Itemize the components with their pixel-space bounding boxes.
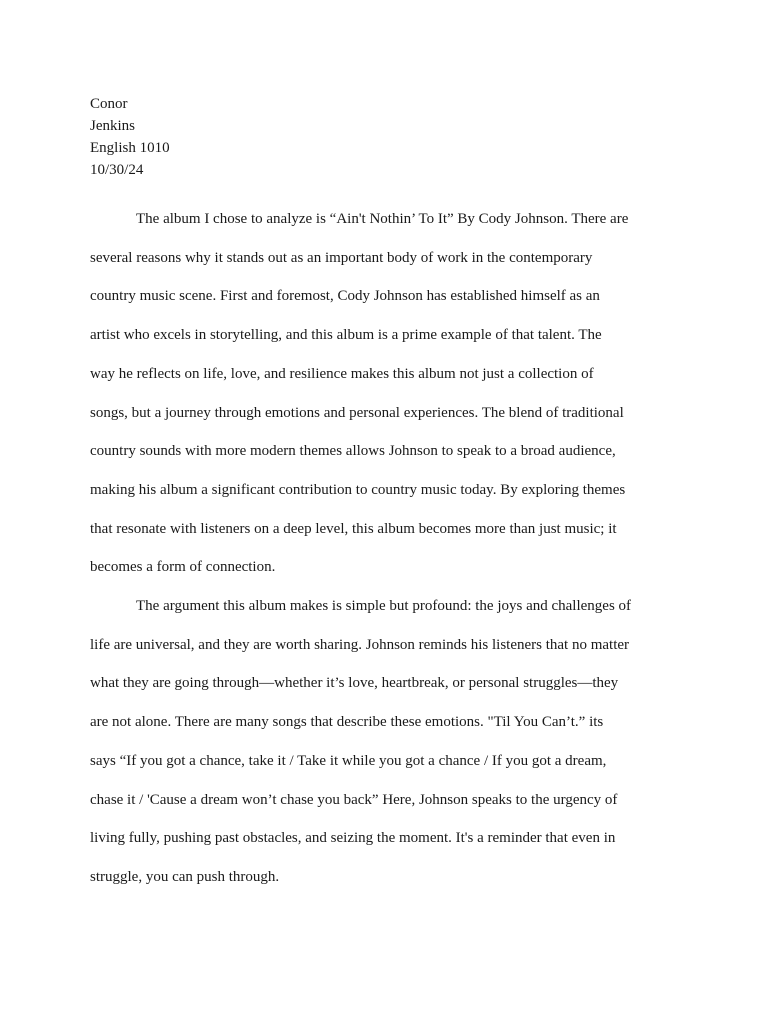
paragraph-line: making his album a significant contribution to country music today. By exploring themes (90, 481, 626, 498)
last-name: Jenkins (90, 118, 135, 134)
paragraph-line: living fully, pushing past obstacles, and seizing the moment. It's a reminder that even in (90, 830, 616, 847)
student-heading (90, 93, 170, 181)
paragraph-line: chase it / 'Cause a dream won’t chase you back” Here, Johnson speaks to the urgency of (90, 791, 618, 808)
first-name: Conor (90, 96, 128, 112)
paragraph-2 (90, 587, 678, 897)
paragraph-1 (90, 200, 678, 587)
paragraph-line: The album I chose to analyze is “Ain't Nothin’ To It” By Cody Johnson. There are (136, 211, 629, 227)
paragraph-line: struggle, you can push through. (90, 868, 280, 885)
paragraph-line: country sounds with more modern themes allows Johnson to speak to a broad audience, (90, 443, 616, 460)
paragraph-line: songs, but a journey through emotions and personal experiences. The blend of traditional (90, 404, 624, 421)
paragraph-line: that resonate with listeners on a deep level, this album becomes more than just music; it (90, 520, 617, 537)
course-name: English 1010 (90, 140, 170, 156)
paragraph-line: what they are going through—whether it’s love, heartbreak, or personal struggles—they (90, 675, 619, 692)
paragraph-line: says “If you got a chance, take it / Take it while you got a chance / If you got a dream, (90, 752, 607, 769)
paragraph-line: artist who excels in storytelling, and this album is a prime example of that talent. The (90, 327, 602, 344)
essay-body (90, 200, 678, 897)
paragraph-line: are not alone. There are many songs that describe these emotions. "Til You Can’t.” its (90, 714, 604, 731)
paragraph-line: way he reflects on life, love, and resilience makes this album not just a collection of (90, 365, 594, 382)
paragraph-line: life are universal, and they are worth sharing. Johnson reminds his listeners that no matter (90, 636, 630, 653)
paragraph-line: becomes a form of connection. (90, 559, 276, 576)
paragraph-line: The argument this album makes is simple but profound: the joys and challenges of (136, 598, 632, 615)
paragraph-line: country music scene. First and foremost, Cody Johnson has established himself as an (90, 288, 600, 305)
paragraph-line: several reasons why it stands out as an important body of work in the contemporary (90, 249, 593, 266)
date: 10/30/24 (90, 162, 144, 178)
